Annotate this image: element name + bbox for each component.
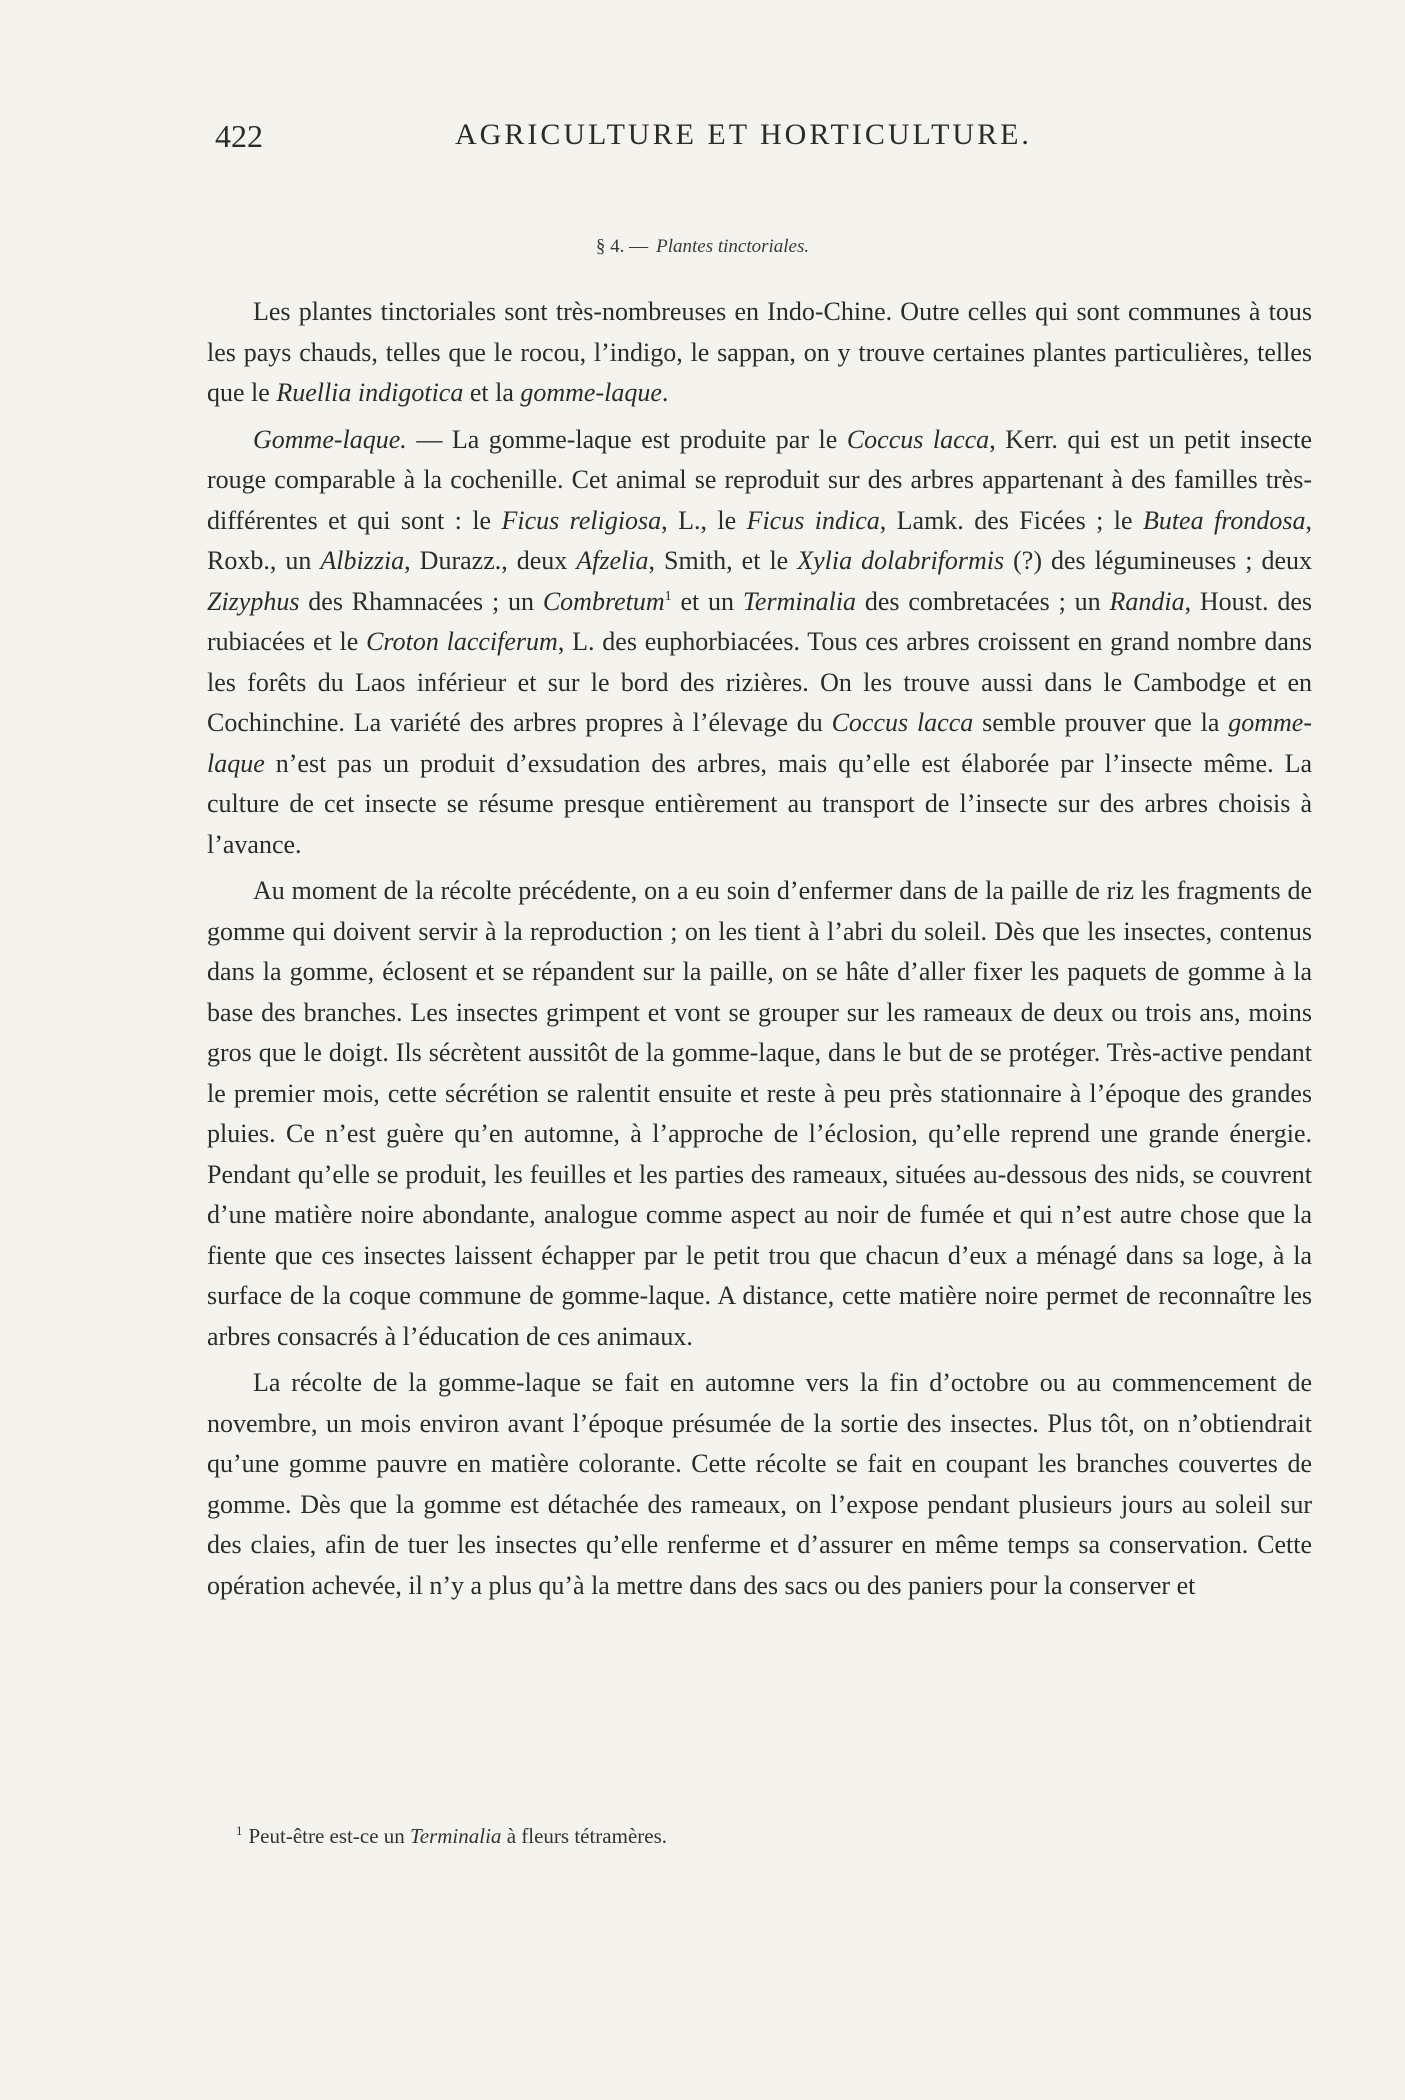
italic-term: Xylia dolabriformis [797,546,1005,575]
text-run: Les plantes tinctoriales sont très-nombreuses en Indo-Chine. Outre celles qui sont communes à tous les pays chauds, telles que le rocou, l’indigo, le sappan, on y trouve certaines plantes particulières, telles que le [207,297,1312,407]
running-title: AGRICULTURE ET HORTICULTURE. [455,118,1032,151]
italic-term: Ruellia indigotica [276,378,464,407]
text-run: Peut-être est-ce un [248,1824,411,1848]
italic-term: Coccus lacca [846,424,990,454]
text-run: à fleurs tétramères. [501,1824,668,1848]
text-run: La récolte de la gomme-laque se fait en automne vers la fin d’octobre ou au commencement de novembre, un mois environ avant l’époque présumée de la sortie des insectes. Plus tôt, on n’obtiendrait qu’une gomme pauvre en matière colorante. Cette récolte se fait en coupant les branches couvertes de gomme. Dès que la gomme est détachée des rameaux, on l’expose pendant plusieurs jours au soleil sur des claies, afin de tuer les insectes qu’elle renferme et d’assurer en même temps sa conservation. Cette opération achevée, il n’y a plus qu’à la mettre dans des sacs ou des paniers pour la conserver et [207,1368,1312,1600]
text-run: , L., le [661,505,747,535]
section-title: Plantes tinctoriales. [656,236,810,257]
paragraph-lead-in: Gomme-laque. [253,424,407,454]
text-run: et un [671,586,743,616]
paragraph [207,420,1312,866]
text-run: des Rhamnacées ; un [299,586,543,616]
italic-term: Terminalia [742,586,857,616]
text-run: , Lamk. des Ficées ; le [879,505,1143,535]
italic-term: Zizyphus [207,586,300,616]
text-run: , Kerr. qui est un petit insecte rouge comparable à la cochenille. Cet animal se reproduit sur des arbres appartenant à des familles très-différentes et qui sont : le [207,424,1313,535]
body-text [207,292,1312,1606]
italic-term: Randia [1109,586,1185,616]
italic-term: Combretum [542,586,665,616]
text-run: , Roxb., un [207,505,1312,575]
italic-term: Albizzia [320,546,405,575]
italic-term: Terminalia [410,1824,502,1848]
italic-term: Ficus indica [746,505,880,535]
italic-term: Afzelia [576,546,649,575]
italic-term: gomme-laque [520,378,662,407]
text-run: Au moment de la récolte précédente, on a eu soin d’enfermer dans de la paille de riz les fragments de gomme qui doivent servir à la reproduction ; on les tient à l’abri du soleil. Dès que les insectes, contenus dans la gomme, éclosent et se répandent sur la paille, on se hâte d’aller fixer les paquets de gomme à la base des branches. Les insectes grimpent et vont se grouper sur les rameaux de deux ou trois ans, moins gros que le doigt. Ils sécrètent aussitôt de la gomme-laque, dans le but de se protéger. Très-active pendant le premier mois, cette sécrétion se ralentit ensuite et reste à peu près stationnaire à l’époque des grandes pluies. Ce n’est guère qu’en automne, à l’approche de l’éclosion, qu’elle reprend une grande énergie. Pendant qu’elle se produit, les feuilles et les parties des rameaux, situées au-dessous des nids, se couvrent d’une matière noire abondante, analogue comme aspect au noir de fumée et qui n’est autre chose que la fiente que ces insectes laissent échapper par le petit trou que chacun d’eux a ménagé dans sa loge, à la surface de la coque commune de gomme-laque. A distance, cette matière noire permet de reconnaître les arbres consacrés à l’éducation de ces animaux. [207,876,1312,1351]
italic-term: Croton lacciferum [366,627,558,656]
text-run: des combretacées ; un [856,586,1110,616]
text-run: , Smith, et le [648,546,798,575]
text-run: semble prouver que la [973,708,1229,737]
text-run: , Houst. des rubiacées et le [207,586,1313,656]
section-number: § 4. — [595,236,649,257]
text-run: , L. des euphorbiacées. Tous ces arbres croissent en grand nombre dans les forêts du Laos inférieur et sur le bord des rizières. On les trouve aussi dans le Cambodge et en Cochinchine. La variété des arbres propres à l’élevage du [207,627,1313,737]
paragraph [207,871,1312,1357]
footnote-number: 1 [236,1823,243,1838]
section-heading [0,236,1405,258]
italic-term: Butea frondosa [1142,505,1306,535]
text-run: (?) des légumineuses ; deux [1004,546,1312,575]
italic-term: Ficus religiosa [501,505,662,535]
page-number: 422 [215,118,263,154]
paragraph [207,292,1312,414]
text-run: — La gomme-laque est produite par le [406,424,847,454]
footnote [236,1824,1296,1849]
text-run: . [661,378,669,407]
italic-term: gomme-laque [207,708,1313,778]
text-run: et la [463,378,521,407]
footnote-marker: 1 [664,588,672,604]
text-run: , Durazz., deux [404,546,577,575]
paragraph [207,1363,1312,1606]
italic-term: Coccus lacca [831,708,974,737]
text-run: n’est pas un produit d’exsudation des arbres, mais qu’elle est élaborée par l’insecte même. La culture de cet insecte se résume presque entièrement au transport de l’insecte sur des arbres choisis à l’avance. [207,748,1312,859]
